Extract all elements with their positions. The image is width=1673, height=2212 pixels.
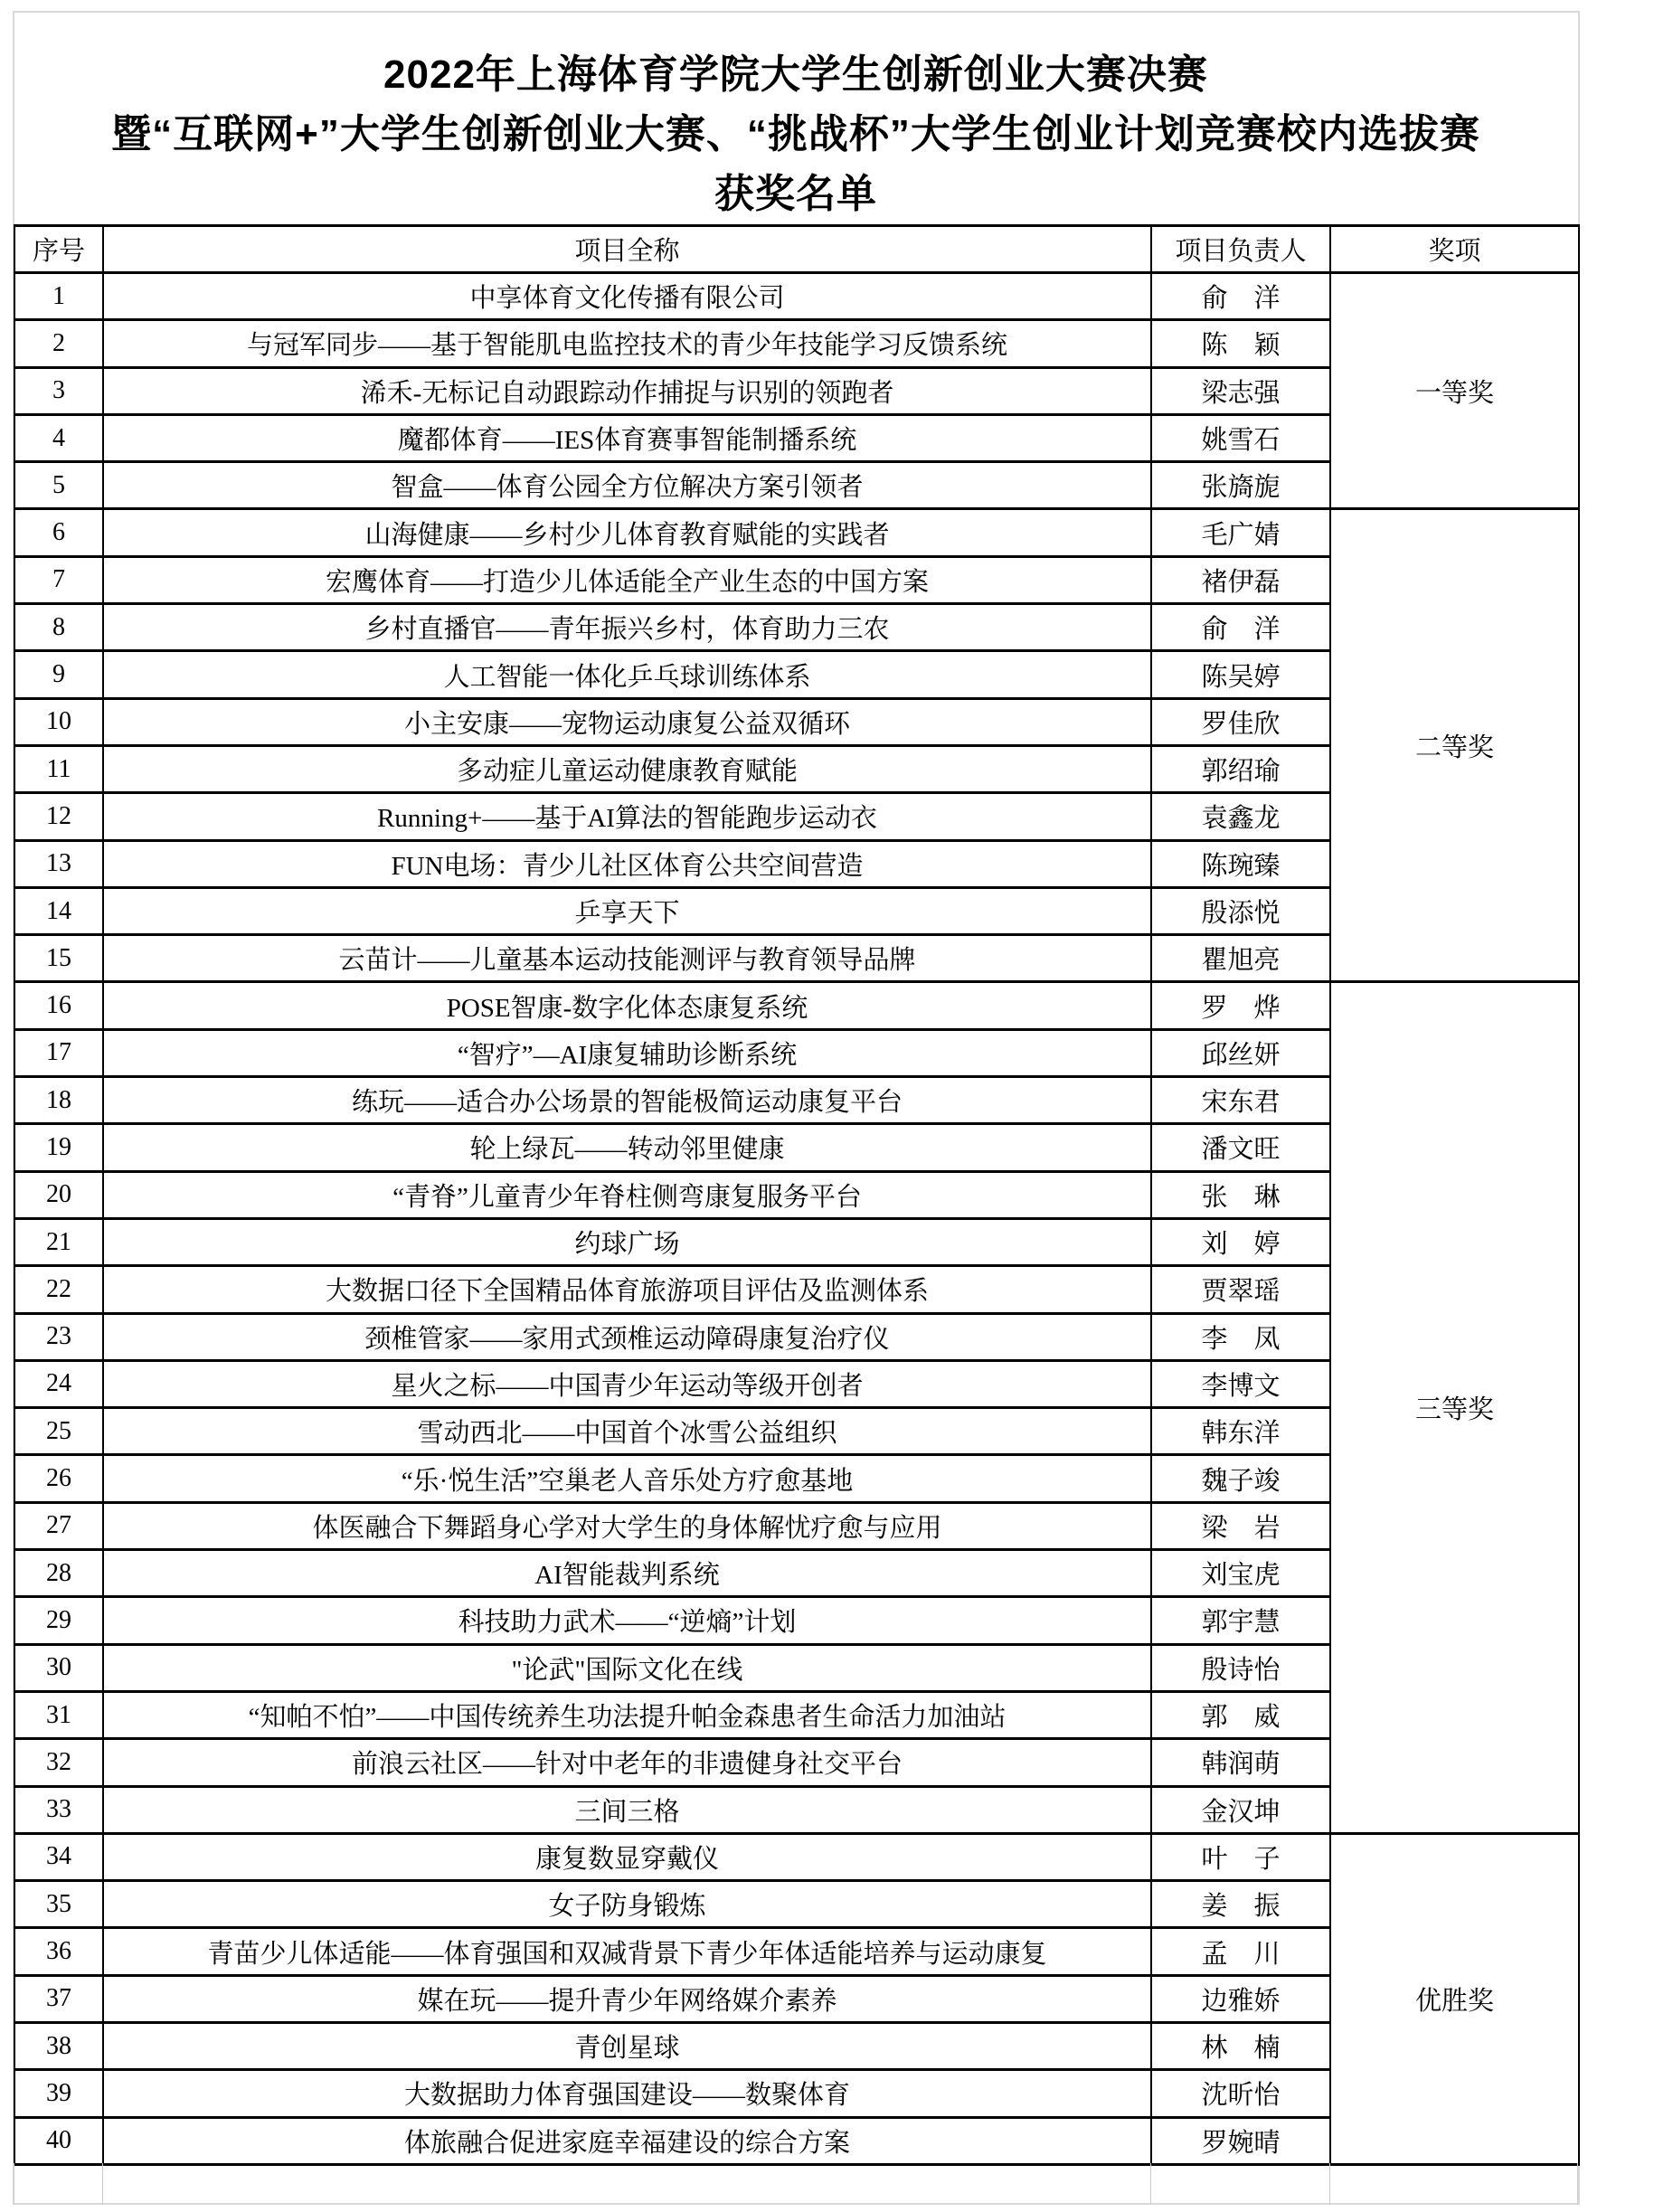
col-header-index: 序号 (14, 226, 103, 273)
leader-name-cell: 张旖旎 (1151, 462, 1330, 509)
leader-name-cell: 陈吴婷 (1151, 651, 1330, 698)
leader-name-cell: 潘文旺 (1151, 1124, 1330, 1171)
leader-name-cell: 陈 颖 (1151, 320, 1330, 367)
leader-name-cell: 罗 烨 (1151, 982, 1330, 1029)
row-number-cell: 9 (14, 651, 103, 698)
leader-name-cell: 郭绍瑜 (1151, 745, 1330, 792)
row-number-cell: 32 (14, 1739, 103, 1786)
empty-spreadsheet-row (14, 2163, 1578, 2205)
project-name-cell: 浠禾-无标记自动跟踪动作捕捉与识别的领跑者 (103, 367, 1151, 414)
project-name-cell: 智盒——体育公园全方位解决方案引领者 (103, 462, 1151, 509)
leader-name-cell: 俞 洋 (1151, 604, 1330, 651)
project-name-cell: POSE智康-数字化体态康复系统 (103, 982, 1151, 1029)
row-number-cell: 1 (14, 273, 103, 320)
project-name-cell: 颈椎管家——家用式颈椎运动障碍康复治疗仪 (103, 1313, 1151, 1360)
award-cell: 一等奖 (1330, 273, 1579, 509)
title-line-2: 暨“互联网+”大学生创新创业大赛、“挑战杯”大学生创业计划竞赛校内选拔赛 (111, 112, 1480, 156)
project-name-cell: 练玩——适合办公场景的智能极简运动康复平台 (103, 1077, 1151, 1124)
row-number-cell: 27 (14, 1502, 103, 1549)
leader-name-cell: 沈昕怡 (1151, 2070, 1330, 2117)
project-name-cell: “知帕不怕”——中国传统养生功法提升帕金森患者生命活力加油站 (103, 1691, 1151, 1738)
row-number-cell: 4 (14, 414, 103, 461)
project-name-cell: 人工智能一体化乒乓球训练体系 (103, 651, 1151, 698)
project-name-cell: AI智能裁判系统 (103, 1550, 1151, 1597)
leader-name-cell: 梁 岩 (1151, 1502, 1330, 1549)
leader-name-cell: 林 楠 (1151, 2022, 1330, 2069)
row-number-cell: 16 (14, 982, 103, 1029)
row-number-cell: 39 (14, 2070, 103, 2117)
leader-name-cell: 褚伊磊 (1151, 556, 1330, 603)
project-name-cell: 宏鹰体育——打造少儿体适能全产业生态的中国方案 (103, 556, 1151, 603)
row-number-cell: 19 (14, 1124, 103, 1171)
project-name-cell: 轮上绿瓦——转动邻里健康 (103, 1124, 1151, 1171)
row-number-cell: 17 (14, 1029, 103, 1076)
table-row (14, 509, 1579, 556)
leader-name-cell: 陈琬臻 (1151, 840, 1330, 887)
gridline (1329, 2163, 1330, 2205)
project-name-cell: 雪动西北——中国首个冰雪公益组织 (103, 1408, 1151, 1455)
project-name-cell: 青苗少儿体适能——体育强国和双减背景下青少年体适能培养与运动康复 (103, 1928, 1151, 1975)
project-name-cell: 大数据口径下全国精品体育旅游项目评估及监测体系 (103, 1266, 1151, 1313)
leader-name-cell: 姜 振 (1151, 1881, 1330, 1928)
leader-name-cell: 魏子竣 (1151, 1455, 1330, 1502)
row-number-cell: 12 (14, 793, 103, 840)
gridline (1577, 2163, 1578, 2205)
leader-name-cell: 刘 婷 (1151, 1218, 1330, 1265)
project-name-cell: 与冠军同步——基于智能肌电监控技术的青少年技能学习反馈系统 (103, 320, 1151, 367)
awards-table-header (14, 226, 1579, 273)
row-number-cell: 7 (14, 556, 103, 603)
col-header-award: 奖项 (1330, 226, 1579, 273)
leader-name-cell: 韩润萌 (1151, 1739, 1330, 1786)
leader-name-cell: 殷添悦 (1151, 887, 1330, 934)
leader-name-cell: 郭 威 (1151, 1691, 1330, 1738)
project-name-cell: “智疗”—AI康复辅助诊断系统 (103, 1029, 1151, 1076)
row-number-cell: 24 (14, 1360, 103, 1407)
row-number-cell: 28 (14, 1550, 103, 1597)
row-number-cell: 34 (14, 1833, 103, 1880)
project-name-cell: 前浪云社区——针对中老年的非遗健身社交平台 (103, 1739, 1151, 1786)
leader-name-cell: 毛广婧 (1151, 509, 1330, 556)
leader-name-cell: 张 琳 (1151, 1171, 1330, 1218)
row-number-cell: 37 (14, 1975, 103, 2022)
row-number-cell: 14 (14, 887, 103, 934)
award-cell: 三等奖 (1330, 982, 1579, 1833)
project-name-cell: 大数据助力体育强国建设——数聚体育 (103, 2070, 1151, 2117)
leader-name-cell: 韩东洋 (1151, 1408, 1330, 1455)
project-name-cell: 媒在玩——提升青少年网络媒介素养 (103, 1975, 1151, 2022)
row-number-cell: 10 (14, 698, 103, 745)
project-name-cell: “乐·悦生活”空巢老人音乐处方疗愈基地 (103, 1455, 1151, 1502)
row-number-cell: 18 (14, 1077, 103, 1124)
title-line-3: 获奖名单 (714, 172, 877, 216)
leader-name-cell: 孟 川 (1151, 1928, 1330, 1975)
project-name-cell: Running+——基于AI算法的智能跑步运动衣 (103, 793, 1151, 840)
leader-name-cell: 袁鑫龙 (1151, 793, 1330, 840)
col-header-project-leader: 项目负责人 (1151, 226, 1330, 273)
leader-name-cell: 叶 子 (1151, 1833, 1330, 1880)
leader-name-cell: 梁志强 (1151, 367, 1330, 414)
project-name-cell: 小主安康——宠物运动康复公益双循环 (103, 698, 1151, 745)
row-number-cell: 23 (14, 1313, 103, 1360)
project-name-cell: 多动症儿童运动健康教育赋能 (103, 745, 1151, 792)
project-name-cell: “青脊”儿童青少年脊柱侧弯康复服务平台 (103, 1171, 1151, 1218)
row-number-cell: 8 (14, 604, 103, 651)
header-row (14, 226, 1579, 273)
leader-name-cell: 金汉坤 (1151, 1786, 1330, 1833)
leader-name-cell: 罗婉晴 (1151, 2117, 1330, 2164)
leader-name-cell: 姚雪石 (1151, 414, 1330, 461)
project-name-cell: 魔都体育——IES体育赛事智能制播系统 (103, 414, 1151, 461)
project-name-cell: 约球广场 (103, 1218, 1151, 1265)
project-name-cell: 康复数显穿戴仪 (103, 1833, 1151, 1880)
project-name-cell: 三间三格 (103, 1786, 1151, 1833)
project-name-cell: 青创星球 (103, 2022, 1151, 2069)
row-number-cell: 5 (14, 462, 103, 509)
leader-name-cell: 瞿旭亮 (1151, 935, 1330, 982)
awards-table (14, 224, 1580, 2166)
leader-name-cell: 李 凤 (1151, 1313, 1330, 1360)
leader-name-cell: 罗佳欣 (1151, 698, 1330, 745)
col-header-project-name: 项目全称 (103, 226, 1151, 273)
awards-table-body (14, 273, 1579, 2165)
project-name-cell: 山海健康——乡村少儿体育教育赋能的实践者 (103, 509, 1151, 556)
row-number-cell: 13 (14, 840, 103, 887)
row-number-cell: 20 (14, 1171, 103, 1218)
row-number-cell: 6 (14, 509, 103, 556)
row-number-cell: 25 (14, 1408, 103, 1455)
project-name-cell: "论武"国际文化在线 (103, 1644, 1151, 1691)
table-row (14, 273, 1579, 320)
project-name-cell: FUN电场：青少儿社区体育公共空间营造 (103, 840, 1151, 887)
leader-name-cell: 李博文 (1151, 1360, 1330, 1407)
row-number-cell: 40 (14, 2117, 103, 2164)
row-number-cell: 33 (14, 1786, 103, 1833)
row-number-cell: 35 (14, 1881, 103, 1928)
leader-name-cell: 殷诗怡 (1151, 1644, 1330, 1691)
project-name-cell: 乒享天下 (103, 887, 1151, 934)
row-number-cell: 21 (14, 1218, 103, 1265)
row-number-cell: 22 (14, 1266, 103, 1313)
document-title (14, 11, 1578, 224)
row-number-cell: 11 (14, 745, 103, 792)
row-number-cell: 38 (14, 2022, 103, 2069)
row-number-cell: 3 (14, 367, 103, 414)
title-line-1: 2022年上海体育学院大学生创新创业大赛决赛 (383, 52, 1208, 97)
table-row (14, 982, 1579, 1029)
leader-name-cell: 贾翠瑶 (1151, 1266, 1330, 1313)
row-number-cell: 26 (14, 1455, 103, 1502)
table-row (14, 1833, 1579, 1880)
leader-name-cell: 郭宇慧 (1151, 1597, 1330, 1644)
project-name-cell: 乡村直播官——青年振兴乡村，体育助力三农 (103, 604, 1151, 651)
project-name-cell: 体医融合下舞蹈身心学对大学生的身体解忧疗愈与应用 (103, 1502, 1151, 1549)
row-number-cell: 36 (14, 1928, 103, 1975)
project-name-cell: 女子防身锻炼 (103, 1881, 1151, 1928)
leader-name-cell: 刘宝虎 (1151, 1550, 1330, 1597)
row-number-cell: 15 (14, 935, 103, 982)
row-number-cell: 30 (14, 1644, 103, 1691)
row-number-cell: 31 (14, 1691, 103, 1738)
leader-name-cell: 邱丝妍 (1151, 1029, 1330, 1076)
project-name-cell: 云苗计——儿童基本运动技能测评与教育领导品牌 (103, 935, 1151, 982)
project-name-cell: 科技助力武术——“逆熵”计划 (103, 1597, 1151, 1644)
leader-name-cell: 宋东君 (1151, 1077, 1330, 1124)
row-number-cell: 2 (14, 320, 103, 367)
award-cell: 二等奖 (1330, 509, 1579, 982)
project-name-cell: 体旅融合促进家庭幸福建设的综合方案 (103, 2117, 1151, 2164)
gridline (102, 2163, 103, 2205)
project-name-cell: 星火之标——中国青少年运动等级开创者 (103, 1360, 1151, 1407)
leader-name-cell: 俞 洋 (1151, 273, 1330, 320)
gridline (1150, 2163, 1151, 2205)
project-name-cell: 中享体育文化传播有限公司 (103, 273, 1151, 320)
row-number-cell: 29 (14, 1597, 103, 1644)
leader-name-cell: 边雅娇 (1151, 1975, 1330, 2022)
award-cell: 优胜奖 (1330, 1833, 1579, 2164)
